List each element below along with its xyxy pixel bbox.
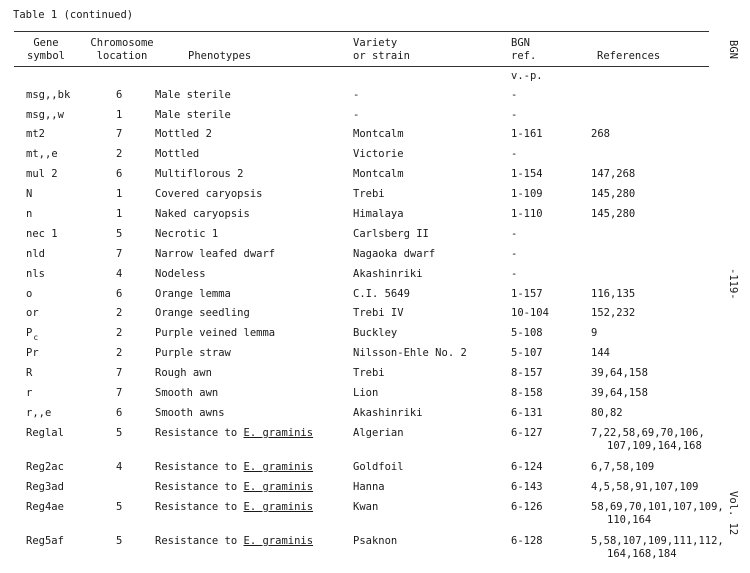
phenotype-organism: E. graminis <box>243 481 314 493</box>
header-chrom-line1: Chromosome <box>90 37 154 49</box>
variety-or-strain: Trebi <box>353 367 385 379</box>
variety-or-strain: Lion <box>353 387 379 399</box>
chromosome-location: 7 <box>116 367 123 379</box>
bgn-reference: 1-109 <box>511 188 543 200</box>
references: 268 <box>591 128 610 140</box>
references: 80,82 <box>591 407 623 419</box>
gene-symbol-separator: ,, <box>44 109 58 121</box>
phenotype: Covered caryopsis <box>155 188 263 200</box>
phenotype-organism: E. graminis <box>243 461 314 473</box>
phenotype: Smooth awns <box>155 407 225 419</box>
phenotype-organism: E. graminis <box>243 501 314 513</box>
bgn-reference: 8-157 <box>511 367 543 379</box>
chromosome-location: 1 <box>116 188 123 200</box>
gene-symbol <box>26 427 64 440</box>
table-row <box>0 307 750 327</box>
table-caption: Table 1 (continued) <box>13 9 134 21</box>
chromosome-location: 6 <box>116 89 123 101</box>
gene-symbol <box>26 268 45 281</box>
chromosome-location: 2 <box>116 307 123 319</box>
chromosome-location: 4 <box>116 461 123 473</box>
variety-or-strain: Goldfoil <box>353 461 404 473</box>
header-gene-symbol <box>26 37 66 63</box>
gene-symbol-main: mt2 <box>26 128 45 140</box>
variety-or-strain: Himalaya <box>353 208 404 220</box>
chromosome-location: 5 <box>116 427 123 439</box>
phenotype <box>155 461 313 474</box>
gene-symbol-main: R <box>26 367 33 379</box>
phenotype-text: Resistance to <box>155 501 244 513</box>
gene-symbol <box>26 288 32 301</box>
gene-symbol <box>26 481 64 494</box>
phenotype-text: Resistance to <box>155 427 244 439</box>
gene-symbol <box>26 248 45 261</box>
gene-symbol-main: nec 1 <box>26 228 58 240</box>
gene-symbol-main: mul 2 <box>26 168 58 180</box>
top-rule <box>14 31 709 32</box>
gene-symbol-main: Reg5af <box>26 535 64 547</box>
chromosome-location: 2 <box>116 148 123 160</box>
phenotype: Necrotic 1 <box>155 228 219 240</box>
phenotype <box>155 535 313 548</box>
phenotype <box>155 427 313 440</box>
phenotype: Orange lemma <box>155 288 231 300</box>
gene-symbol-main: Reg2ac <box>26 461 64 473</box>
gene-symbol <box>26 228 58 241</box>
gene-symbol-main: Reglal <box>26 427 64 439</box>
references-continued: 110,164 <box>607 514 652 526</box>
bgn-reference: 6-128 <box>511 535 543 547</box>
bgn-reference: - <box>511 148 518 160</box>
variety-or-strain: Carlsberg II <box>353 228 429 240</box>
table-row <box>0 327 750 347</box>
phenotype: Male sterile <box>155 89 231 101</box>
phenotype-organism: E. graminis <box>243 427 314 439</box>
references: 9 <box>591 327 598 339</box>
header-variety-line2: or strain <box>353 50 410 62</box>
table-row <box>0 208 750 228</box>
phenotype: Purple straw <box>155 347 231 359</box>
header-gene-line1: Gene <box>33 37 59 49</box>
phenotype: Mottled 2 <box>155 128 212 140</box>
table-row <box>0 89 750 109</box>
gene-symbol <box>26 347 39 360</box>
gene-symbol-suffix: bk <box>57 89 71 101</box>
bgn-reference: 5-108 <box>511 327 543 339</box>
variety-or-strain: Montcalm <box>353 168 404 180</box>
phenotype: Purple veined lemma <box>155 327 276 339</box>
header-references: References <box>597 50 661 62</box>
table-row <box>0 481 750 501</box>
chromosome-location: 5 <box>116 535 123 547</box>
header-chrom-line2: location <box>96 50 148 62</box>
gene-symbol-separator: ,, <box>44 89 58 101</box>
bgn-reference: 1-154 <box>511 168 543 180</box>
bgn-reference: 1-110 <box>511 208 543 220</box>
chromosome-location: 6 <box>116 407 123 419</box>
gene-symbol <box>26 461 64 474</box>
header-variety-line1: Variety <box>353 37 398 49</box>
header-rule <box>14 66 709 67</box>
table-row <box>0 461 750 481</box>
gene-symbol <box>26 109 64 122</box>
gene-symbol-suffix: e <box>51 148 58 160</box>
chromosome-location: 7 <box>116 128 123 140</box>
gene-symbol <box>26 387 32 400</box>
phenotype: Smooth awn <box>155 387 219 399</box>
gene-symbol-main: Reg4ae <box>26 501 64 513</box>
bgn-reference: 6-127 <box>511 427 543 439</box>
gene-symbol-suffix: e <box>44 407 52 419</box>
phenotype: Rough awn <box>155 367 212 379</box>
variety-or-strain: Akashinriki <box>353 268 423 280</box>
gene-symbol-main: N <box>26 188 33 200</box>
table-row <box>0 387 750 407</box>
references-continued: 164,168,184 <box>607 548 677 560</box>
gene-symbol-main: Pr <box>26 347 39 359</box>
phenotype: Narrow leafed dwarf <box>155 248 276 260</box>
gene-symbol <box>26 188 32 201</box>
header-chromosome-location <box>88 37 156 63</box>
table-row <box>0 268 750 288</box>
header-bgn-line2: ref. <box>511 50 537 62</box>
gene-symbol-suffix: w <box>57 109 64 121</box>
gene-symbol-main: nld <box>26 248 45 260</box>
references: 39,64,158 <box>591 387 648 399</box>
chromosome-location: 7 <box>116 387 123 399</box>
gene-symbol <box>26 367 32 380</box>
table-row <box>0 248 750 268</box>
chromosome-location: 6 <box>116 168 123 180</box>
chromosome-location: 7 <box>116 248 123 260</box>
variety-or-strain: Nagaoka dwarf <box>353 248 436 260</box>
bgn-reference: 6-131 <box>511 407 543 419</box>
gene-symbol <box>26 128 45 141</box>
variety-or-strain: Victorie <box>353 148 404 160</box>
bgn-reference: 6-143 <box>511 481 543 493</box>
phenotype: Naked caryopsis <box>155 208 250 220</box>
variety-or-strain: Trebi IV <box>353 307 404 319</box>
variety-or-strain: Montcalm <box>353 128 404 140</box>
chromosome-location: 2 <box>116 327 123 339</box>
bgn-reference: - <box>511 228 518 240</box>
references: 5,58,107,109,111,112, <box>591 535 724 547</box>
gene-symbol-main: P <box>26 327 33 339</box>
gene-symbol <box>26 407 51 420</box>
table-row <box>0 427 750 452</box>
gene-symbol-main: Reg3ad <box>26 481 64 493</box>
chromosome-location: 4 <box>116 268 123 280</box>
phenotype-text: Resistance to <box>155 535 244 547</box>
gene-symbol-separator: ,, <box>32 407 45 419</box>
table-row <box>0 367 750 387</box>
bgn-reference: 6-126 <box>511 501 543 513</box>
chromosome-location: 6 <box>116 288 123 300</box>
table-row <box>0 288 750 308</box>
references: 58,69,70,101,107,109, <box>591 501 724 513</box>
gene-symbol <box>26 327 38 340</box>
references-continued: 107,109,164,168 <box>607 440 702 452</box>
gene-symbol-main: or <box>26 307 39 319</box>
table-row <box>0 407 750 427</box>
gene-symbol-subscript: c <box>33 333 39 342</box>
chromosome-location: 5 <box>116 228 123 240</box>
gene-symbol-main: n <box>26 208 33 220</box>
gene-symbol-main: msg <box>26 89 45 101</box>
bgn-reference: - <box>511 268 518 280</box>
gene-symbol-main: mt <box>26 148 39 160</box>
side-page-number: -119- <box>727 268 739 300</box>
bgn-reference: - <box>511 109 518 121</box>
bgn-reference: 10-104 <box>511 307 549 319</box>
bgn-reference: - <box>511 248 518 260</box>
table-row <box>0 128 750 148</box>
table-row <box>0 535 750 560</box>
bgn-reference: 1-161 <box>511 128 543 140</box>
table-row <box>0 109 750 129</box>
gene-symbol-main: o <box>26 288 33 300</box>
references: 116,135 <box>591 288 636 300</box>
gene-symbol <box>26 307 39 320</box>
phenotype-text: Resistance to <box>155 481 244 493</box>
references: 147,268 <box>591 168 636 180</box>
variety-or-strain: Akashinriki <box>353 407 423 419</box>
phenotype: Male sterile <box>155 109 231 121</box>
chromosome-location: 1 <box>116 208 123 220</box>
table-row <box>0 347 750 367</box>
header-phenotypes: Phenotypes <box>188 50 252 62</box>
header-variety <box>353 37 410 63</box>
phenotype <box>155 501 313 514</box>
variety-or-strain: Kwan <box>353 501 379 513</box>
gene-symbol-main: r <box>26 407 33 419</box>
variety-or-strain: Psaknon <box>353 535 398 547</box>
gene-symbol <box>26 148 58 161</box>
gene-symbol-separator: ,, <box>38 148 52 160</box>
gene-symbol <box>26 208 32 221</box>
vp-note: v.-p. <box>511 70 543 82</box>
gene-symbol <box>26 168 58 181</box>
gene-symbol <box>26 535 64 548</box>
phenotype-organism: E. graminis <box>243 535 314 547</box>
table-row <box>0 148 750 168</box>
references: 144 <box>591 347 610 359</box>
table-row <box>0 168 750 188</box>
gene-symbol <box>26 89 70 102</box>
gene-symbol-main: msg <box>26 109 45 121</box>
references: 145,280 <box>591 188 636 200</box>
variety-or-strain: Algerian <box>353 427 404 439</box>
variety-or-strain: Hanna <box>353 481 385 493</box>
side-label-bgn: BGN <box>727 40 739 59</box>
variety-or-strain: Trebi <box>353 188 385 200</box>
phenotype: Multiflorous 2 <box>155 168 244 180</box>
phenotype: Mottled <box>155 148 200 160</box>
phenotype: Orange seedling <box>155 307 250 319</box>
side-volume: Vol. 12 <box>727 491 739 536</box>
references: 145,280 <box>591 208 636 220</box>
variety-or-strain: Buckley <box>353 327 398 339</box>
references: 152,232 <box>591 307 636 319</box>
bgn-reference: 5-107 <box>511 347 543 359</box>
references: 4,5,58,91,107,109 <box>591 481 699 493</box>
phenotype <box>155 481 313 494</box>
gene-symbol-main: r <box>26 387 33 399</box>
header-bgn-ref <box>511 37 536 63</box>
gene-symbol <box>26 501 64 514</box>
chromosome-location: 1 <box>116 109 123 121</box>
phenotype-text: Resistance to <box>155 461 244 473</box>
references: 7,22,58,69,70,106, <box>591 427 705 439</box>
bgn-reference: - <box>511 89 518 101</box>
header-gene-line2: symbol <box>27 50 65 62</box>
chromosome-location: 2 <box>116 347 123 359</box>
variety-or-strain: - <box>353 89 360 101</box>
gene-symbol-main: nls <box>26 268 45 280</box>
chromosome-location: 5 <box>116 501 123 513</box>
bgn-reference: 6-124 <box>511 461 543 473</box>
header-bgn-line1: BGN <box>511 37 530 49</box>
references: 39,64,158 <box>591 367 648 379</box>
table-row <box>0 188 750 208</box>
table-row <box>0 228 750 248</box>
bgn-reference: 1-157 <box>511 288 543 300</box>
variety-or-strain: C.I. 5649 <box>353 288 410 300</box>
phenotype: Nodeless <box>155 268 206 280</box>
bgn-reference: 8-158 <box>511 387 543 399</box>
variety-or-strain: Nilsson-Ehle No. 2 <box>353 347 467 359</box>
references: 6,7,58,109 <box>591 461 655 473</box>
variety-or-strain: - <box>353 109 360 121</box>
